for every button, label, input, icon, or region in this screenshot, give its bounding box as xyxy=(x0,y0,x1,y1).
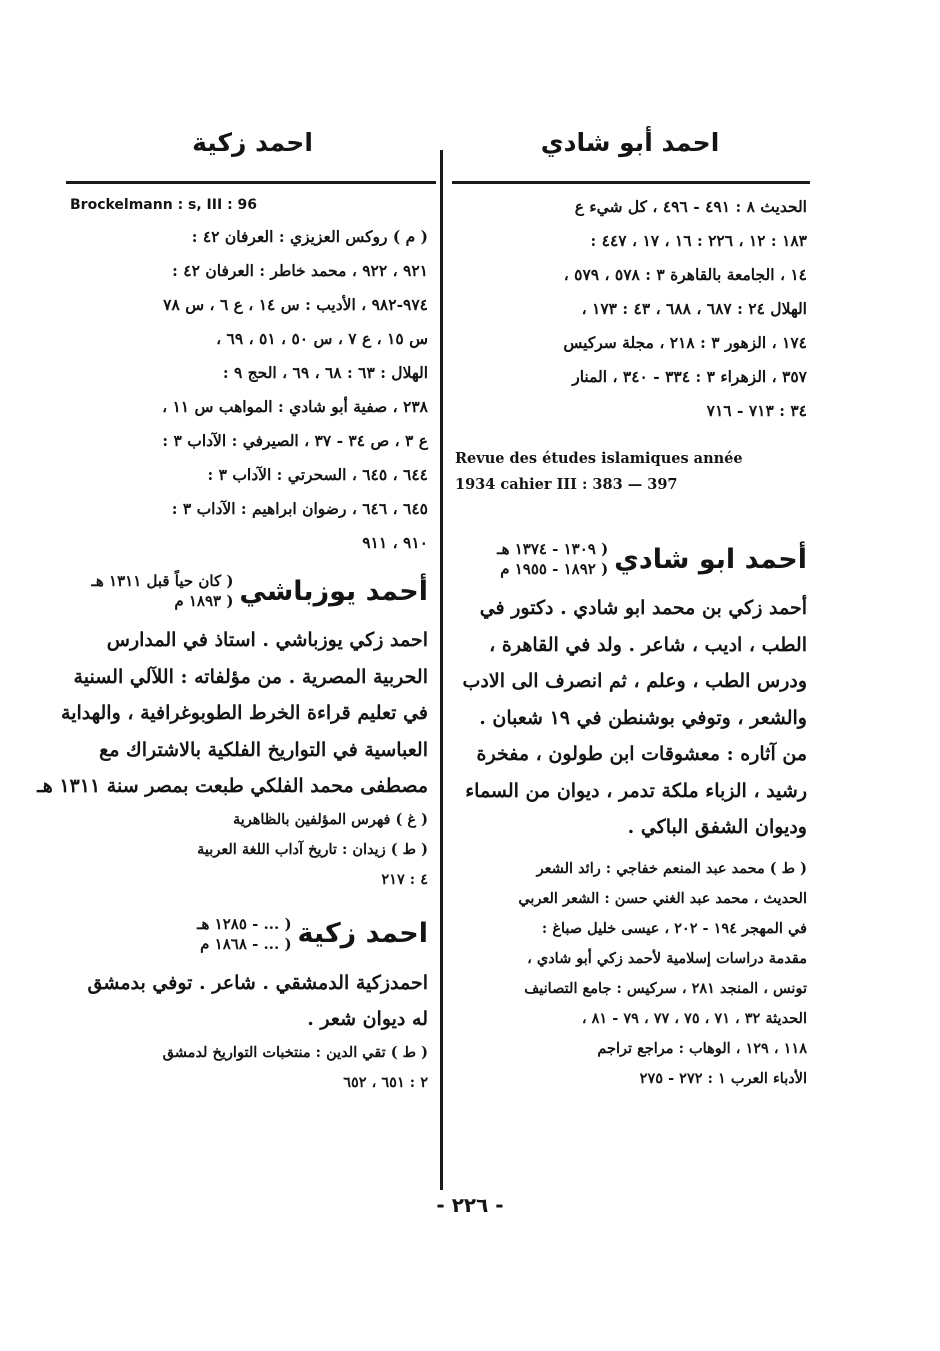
ref-line: الحديث ٨ : ٤٩١ - ٤٩٦ ، كل شيء ع xyxy=(574,197,807,216)
ref-line: ٩٢١ ، ٩٢٢ ، محمد خاطر : العرفان ٤٢ : xyxy=(172,261,428,280)
right-column xyxy=(455,190,807,1094)
entry-reference: ٢ : ٦٥١ ، ٦٥٢ xyxy=(343,1073,428,1091)
ref-line: ١٨٣ : ١٢ ، ٢٢٦ : ١٦ ، ١٧ ، ٤٤٧ : xyxy=(590,231,807,250)
entry-body-line: العباسية في التواريخ الفلكية بالاشتراك مع xyxy=(99,738,428,761)
ref-line: ٦٤٥ ، ٦٤٦ ، رضوان ابراهيم : الآداب ٣ : xyxy=(171,499,428,518)
entry-reference: الأدباء العرب ١ : ٢٧٢ - ٢٧٥ xyxy=(639,1069,807,1087)
entry-reference: ( ط ) زيدان : تاريخ آداب اللغة العربية xyxy=(197,840,428,858)
hijri-dates: ( ١٣٠٩ - ١٣٧٤ هـ xyxy=(497,540,609,558)
latin-reference: Brockelmann : s, III : 96 xyxy=(70,197,258,213)
entry-reference: تونس ، المنجد ٢٨١ ، سركيس : جامع التصانيف xyxy=(524,979,807,997)
entry-reference: ١١٨ ، ١٢٩ ، الوهاب : مراجع تراجم xyxy=(597,1039,807,1057)
entry-name: احمد زكية xyxy=(297,918,428,949)
ref-line: ٢٣٨ ، صفية أبو شادي : المواهب س ١١ ، xyxy=(162,397,428,416)
entry-reference: ٤ : ٢١٧ xyxy=(381,870,428,888)
entry-reference: ( ط ) تقي الدين : منتخبات التواريخ لدمشق xyxy=(162,1043,428,1061)
entry-dates xyxy=(92,571,234,611)
entry-dates xyxy=(197,914,291,954)
entry-name: أحمد يوزباشي xyxy=(239,575,428,607)
ref-line: ٩٧٤-٩٨٢ ، الأديب : س ١٤ ، ع ٦ ، س ٧٨ xyxy=(163,295,428,314)
right-column-header: احمد أبو شادي xyxy=(540,128,720,157)
entry-body-line: رشيد ، الزباء ملكة تدمر ، ديوان من السماء xyxy=(465,779,807,802)
entry-body-line: في تعليم قراءة الخرط الطوبوغرافية ، والهداية xyxy=(61,702,428,724)
entry-reference: مقدمة دراسات إسلامية لأحمد زكي أبو شادي ، xyxy=(527,949,807,967)
ref-line: ٣٥٧ ، الزهراء ٣ : ٣٣٤ - ٣٤٠ ، المنار xyxy=(572,367,807,386)
entry-reference: الحديثة ٣٢ ، ٧١ ، ٧٥ ، ٧٧ ، ٧٩ - ٨١ ، xyxy=(581,1009,807,1027)
ref-line: الهلال : ٦٣ : ٦٨ ، ٦٩ ، الحج ٩ : xyxy=(222,363,428,382)
page-number: - ٢٢٦ - xyxy=(436,1193,504,1217)
hijri-dates: ( كان حياً قبل ١٣١١ هـ xyxy=(91,572,234,590)
column-divider xyxy=(440,150,443,1190)
latin-reference: 1934 cahier III : 383 — 397 xyxy=(455,476,678,493)
entry-body-line: احمدزكية الدمشقي . شاعر . توفي بدمشق xyxy=(87,971,428,994)
latin-reference: Revue des études islamiques année xyxy=(455,450,743,467)
left-header-rule xyxy=(66,181,436,184)
entry-body-line: من آثاره : معشوقات ابن طولون ، مفخرة xyxy=(476,743,807,765)
left-column xyxy=(37,190,428,1098)
entry-body-line: وديوان الشفق الباكي . xyxy=(627,816,807,838)
entry-body-line: احمد زكي يوزباشي . استاذ في المدارس xyxy=(106,629,428,651)
entry-reference: ( ط ) محمد عبد المنعم خفاجي : رائد الشعر xyxy=(536,859,807,877)
entry-name: أحمد ابو شادي xyxy=(614,543,807,575)
hijri-dates: ( ... - ١٢٨٥ هـ xyxy=(197,914,292,933)
entry-body-line: الحربية المصرية . من مؤلفاته : اللآلي السنية xyxy=(73,665,428,688)
entry-body-line: أحمد زكي بن محمد ابو شادي . دكتور في xyxy=(479,597,807,619)
ref-line: الهلال ٢٤ : ٦٨٧ ، ٦٨٨ ، ٤٣ : ١٧٣ ، xyxy=(581,299,807,318)
entry-heading xyxy=(70,560,428,622)
gregorian-dates: ( ... - ١٨٦٨ م xyxy=(200,934,292,953)
entry-body-line: الطب ، اديب ، شاعر . ولد في القاهرة ، xyxy=(489,633,807,656)
ref-line: ( م ) روكس العزيزي : العرفان ٤٢ : xyxy=(191,227,428,246)
entry-body-line: مصطفى محمد الفلكي طبعت بمصر سنة ١٣١١ هـ xyxy=(37,775,428,797)
ref-line: ٩١٠ ، ٩١١ xyxy=(362,533,428,552)
left-column-header: احمد زكية xyxy=(192,128,313,157)
entry-body-line: والشعر ، وتوفي بوشنطن في ١٩ شعبان . xyxy=(479,706,807,729)
entry-body-line: ودرس الطب ، وعلم ، ثم انصرف الى الادب xyxy=(462,670,807,692)
ref-line: ٦٤٤ ، ٦٤٥ ، السحرتي : الآداب ٣ : xyxy=(207,465,428,484)
entry-reference: ( غ ) فهرس المؤلفين بالظاهرية xyxy=(232,810,428,828)
gregorian-dates: ( ١٨٩٣ م xyxy=(174,592,234,610)
ref-line: ٣٤ : ٧١٣ - ٧١٦ xyxy=(706,401,807,420)
gregorian-dates: ( ١٨٩٢ - ١٩٥٥ م xyxy=(500,560,609,578)
entry-heading xyxy=(455,528,807,590)
ref-line: ع ٣ ، ص ٣٤ - ٣٧ ، الصيرفي : الآداب ٣ : xyxy=(162,431,428,450)
right-header-rule xyxy=(452,181,810,184)
entry-body-line: له ديوان شعر . xyxy=(307,1008,428,1030)
entry-reference: في المهجر ١٩٤ - ٢٠٢ ، عيسى خليل صباغ : xyxy=(541,919,807,937)
ref-line: ١٤ ، الجامعة بالقاهرة ٣ : ٥٧٨ ، ٥٧٩ ، xyxy=(563,265,807,284)
ref-line: ١٧٤ ، الزهور ٣ : ٢١٨ ، مجلة سركيس xyxy=(563,333,807,352)
entry-dates xyxy=(497,539,608,579)
entry-heading xyxy=(70,903,428,965)
ref-line: س ١٥ ، ع ٧ ، س ٥٠ ، ٥١ ، ٦٩ ، xyxy=(216,329,428,348)
entry-reference: الحديث ، محمد عبد الغني حسن : الشعر العربي xyxy=(518,889,807,907)
